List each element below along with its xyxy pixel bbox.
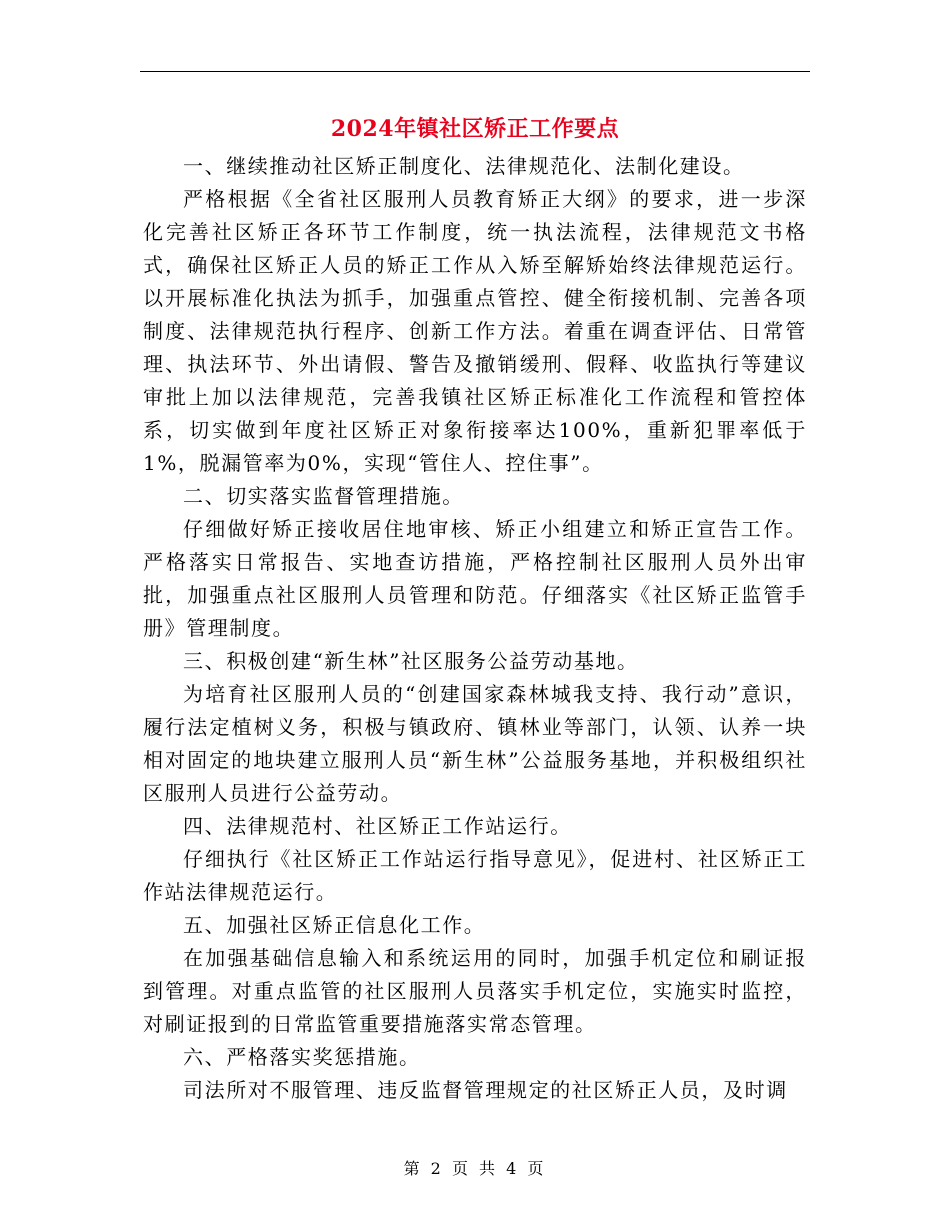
section-heading: 六、严格落实奖惩措施。 [183, 1045, 421, 1069]
section-heading: 三、积极创建“新生林”社区服务公益劳动基地。 [183, 649, 639, 673]
body-paragraph: 司法所对不服管理、违反监督管理规定的社区矫正人员，及时调 [183, 1078, 788, 1102]
page-number: 第 2 页 共 4 页 [403, 1159, 547, 1178]
section-heading: 四、法律规范村、社区矫正工作站运行。 [183, 814, 572, 838]
document-body [143, 150, 807, 1107]
header-rule [140, 71, 810, 72]
body-paragraph: 为培育社区服刑人员的“创建国家森林城我支持、我行动”意识，履行法定植树义务，积极与镇政府、镇林业等部门，认领、认养一块相对固定的地块建立服刑人员“新生林”公益服务基地，并积极组织社区服刑人员进行公益劳动。 [143, 682, 807, 805]
body-paragraph: 仔细做好矫正接收居住地审核、矫正小组建立和矫正宣告工作。严格落实日常报告、实地查访措施，严格控制社区服刑人员外出审批，加强重点社区服刑人员管理和防范。仔细落实《社区矫正监管手册》管理制度。 [143, 517, 807, 640]
body-paragraph: 在加强基础信息输入和系统运用的同时，加强手机定位和刷证报到管理。对重点监管的社区服刑人员落实手机定位，实施实时监控，对刷证报到的日常监管重要措施落实常态管理。 [143, 946, 807, 1036]
body-paragraph: 严格根据《全省社区服刑人员教育矫正大纲》的要求，进一步深化完善社区矫正各环节工作制度，统一执法流程，法律规范文书格式，确保社区矫正人员的矫正工作从入矫至解矫始终法律规范运行。以开展标准化执法为抓手，加强重点管控、健全衔接机制、完善各项制度、法律规范执行程序、创新工作方法。着重在调查评估、日常管理、执法环节、外出请假、警告及撤销缓刑、假释、收监执行等建议审批上加以法律规范，完善我镇社区矫正标准化工作流程和管控体系，切实做到年度社区矫正对象衔接率达100%，重新犯罪率低于1%，脱漏管率为0%，实现“管住人、控住事”。 [143, 187, 807, 475]
section-heading: 一、继续推动社区矫正制度化、法律规范化、法制化建设。 [183, 154, 745, 178]
section-heading: 五、加强社区矫正信息化工作。 [183, 913, 486, 937]
body-paragraph: 仔细执行《社区矫正工作站运行指导意见》，促进村、社区矫正工作站法律规范运行。 [143, 847, 807, 904]
document-title: 2024年镇社区矫正工作要点 [330, 116, 620, 142]
section-heading: 二、切实落实监督管理措施。 [183, 484, 464, 508]
